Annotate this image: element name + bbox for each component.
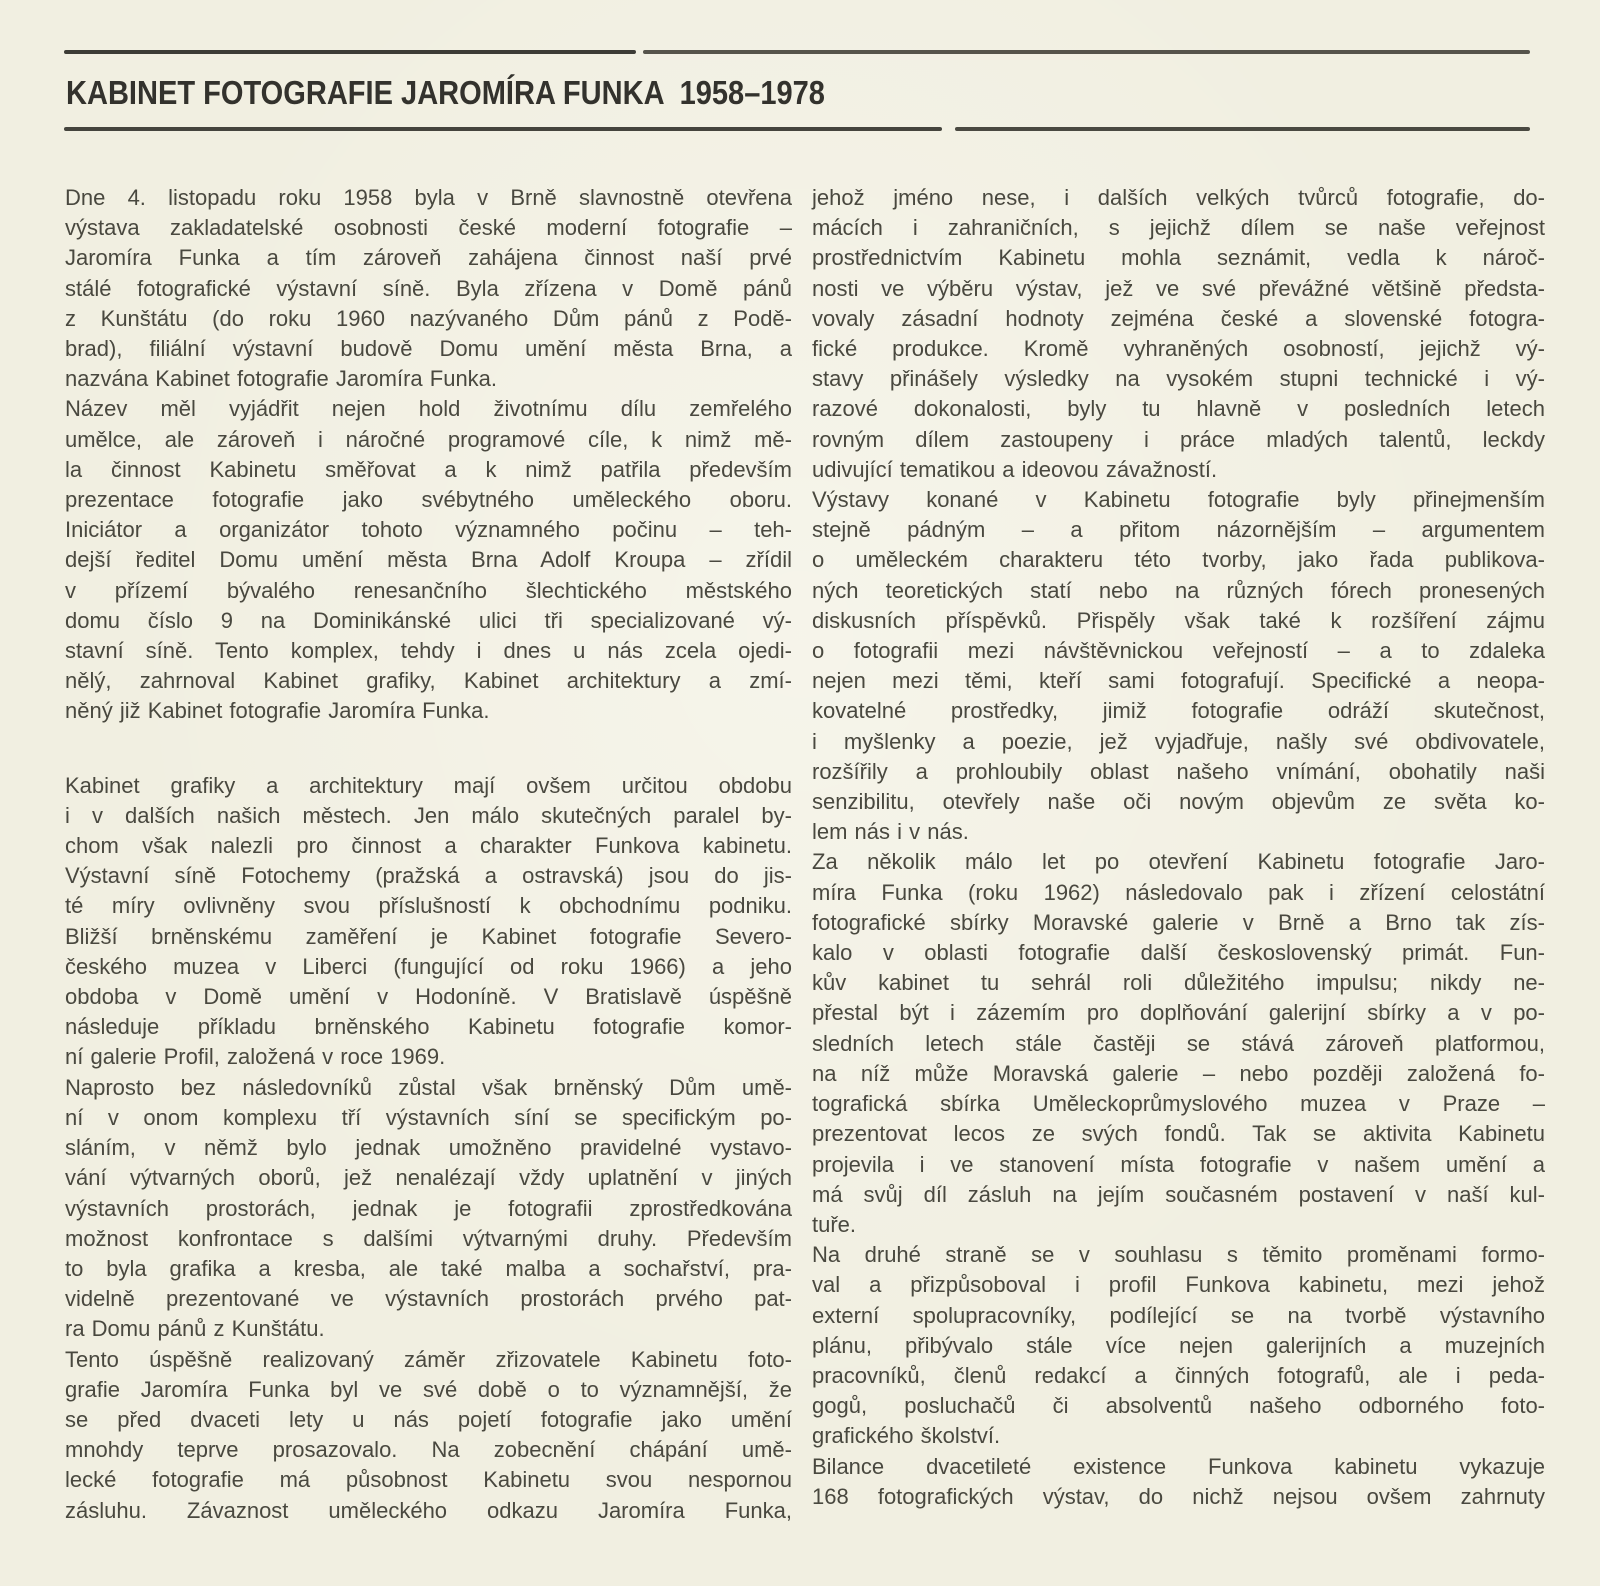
text-line: Naprosto bez následovníků zůstal však brněnský Dům umě- [65, 1074, 792, 1100]
text-line: Tento úspěšně realizovaný záměr zřizovatele Kabinetu foto- [65, 1346, 792, 1372]
text-line: míra Funka (roku 1962) následovalo pak i zřízení celostátní [812, 879, 1545, 905]
text-line: Jaromíra Funka a tím zároveň zahájena činnost naší prvé [65, 245, 792, 271]
text-line: lecké fotografie má působnost Kabinetu svou nespornou [65, 1467, 792, 1493]
text-line: nělý, zahrnoval Kabinet grafiky, Kabinet architektury a zmí- [65, 668, 792, 694]
text-line: Iniciátor a organizátor tohoto významného počinu – teh- [65, 517, 792, 543]
text-line: o uměleckém charakteru této tvorby, jako řada publikova- [812, 547, 1545, 573]
text-line: Název měl vyjádřit nejen hold životnímu dílu zemřelého [65, 396, 792, 422]
text-line: i myšlenky a poezie, jež vyjadřuje, našly své obdivovatele, [812, 728, 1545, 754]
text-line: Kabinet grafiky a architektury mají ovšem určitou obdobu [65, 772, 792, 798]
text-line: na níž může Moravská galerie – nebo později založená fo- [812, 1060, 1545, 1086]
text-line: senzibilitu, otevřely naše oči novým objevům ze světa ko- [812, 789, 1545, 815]
text-line: rovným dílem zastoupeny i práce mladých talentů, leckdy [812, 426, 1545, 452]
text-line: Výstavy konané v Kabinetu fotografie byly přinejmenším [812, 487, 1545, 513]
text-line: sledních letech stále častěji se stává zároveň platformou, [812, 1030, 1545, 1056]
text-line: tografická sbírka Uměleckoprůmyslového muzea v Praze – [812, 1091, 1545, 1117]
text-line: grafického školství. [812, 1423, 1001, 1449]
text-line: grafie Jaromíra Funka byl ve své době o to významnější, že [65, 1376, 792, 1402]
text-line: té míry ovlivněny svou příslušností k obchodnímu podniku. [65, 893, 792, 919]
text-line: možnost konfrontace s dalšími výtvarnými druhy. Především [65, 1225, 792, 1251]
paragraph [812, 485, 1545, 847]
paragraph [812, 847, 1545, 1240]
text-line: brad), filiální výstavní budově Domu umění města Brna, a [65, 336, 792, 362]
text-line: Bilance dvacetileté existence Funkova kabinetu vykazuje [812, 1453, 1545, 1479]
text-line: razové dokonalosti, byly tu hlavně v posledních letech [812, 396, 1545, 422]
text-line: se před dvaceti lety u nás pojetí fotografie jako umění [65, 1406, 792, 1432]
text-line: Na druhé straně se v souhlasu s těmito proměnami formo- [812, 1242, 1545, 1268]
right-column [812, 183, 1545, 1512]
text-line: ra Domu pánů z Kunštátu. [65, 1316, 325, 1342]
text-line: stálé fotografické výstavní síně. Byla zřízena v Domě pánů [65, 275, 792, 301]
text-line: plánu, přibývalo stále více nejen galerijních a muzejních [812, 1332, 1545, 1358]
text-line: Bližší brněnskému zaměření je Kabinet fotografie Severo- [65, 923, 792, 949]
text-line: projevila i ve stanovení místa fotografie v našem umění a [812, 1151, 1545, 1177]
page-title: KABINET FOTOGRAFIE JAROMÍRA FUNKA 1958–1978 [66, 74, 825, 111]
text-line: zásluhu. Závaznost uměleckého odkazu Jaromíra Funka, [65, 1497, 792, 1523]
text-line: chom však nalezli pro činnost a charakter Funkova kabinetu. [65, 833, 792, 859]
text-line: ných teoretických statí nebo na různých fórech pronesených [812, 577, 1545, 603]
text-line: mnohdy teprve prosazovalo. Na zobecnění chápání umě- [65, 1437, 792, 1463]
text-line: nejen mezi těmi, kteří sami fotografují. Specifické a neopa- [812, 668, 1545, 694]
paragraph [65, 1073, 792, 1345]
text-line: nazvána Kabinet fotografie Jaromíra Funka. [65, 366, 498, 392]
text-line: externí spolupracovníky, podílející se na tvorbě výstavního [812, 1302, 1545, 1328]
text-line: val a přizpůsoboval i profil Funkova kabinetu, mezi jehož [812, 1272, 1545, 1298]
text-line: prezentovat lecos ze svých fondů. Tak se aktivita Kabinetu [812, 1121, 1545, 1147]
text-line: českého muzea v Liberci (fungující od roku 1966) a jeho [65, 953, 792, 979]
text-line: má svůj díl zásluh na jejím současném postavení v naší kul- [812, 1181, 1545, 1207]
text-line: kův kabinet tu sehrál roli důležitého impulsu; nikdy ne- [812, 970, 1545, 996]
paragraph [65, 1345, 792, 1526]
text-line: nosti ve výběru výstav, jež ve své převážné většině předsta- [812, 275, 1545, 301]
text-line: fotografické sbírky Moravské galerie v Brně a Brno tak zís- [812, 909, 1545, 935]
text-line: videlně prezentované ve výstavních prostorách prvého pat- [65, 1286, 792, 1312]
paragraph [812, 1452, 1545, 1512]
text-line: to byla grafika a kresba, ale také malba a sochařství, pra- [65, 1255, 792, 1281]
text-line: výstavních prostorách, jednak je fotografii zprostředkována [65, 1195, 792, 1221]
text-line: v přízemí bývalého renesančního šlechtického městského [65, 577, 792, 603]
text-line: lem nás i v nás. [812, 819, 969, 845]
text-line: pracovníků, členů redakcí a činných fotografů, ale i peda- [812, 1362, 1545, 1388]
text-line: rozšířily a prohloubily oblast našeho vnímání, obohatily naši [812, 758, 1545, 784]
text-line: dejší ředitel Domu umění města Brna Adolf Kroupa – zřídil [65, 547, 792, 573]
text-line: přestal být i zázemím pro doplňování galerijní sbírky a v po- [812, 1000, 1545, 1026]
text-line: mácích i zahraničních, s jejichž dílem se naše veřejnost [812, 215, 1545, 241]
text-line: i v dalších našich městech. Jen málo skutečných paralel by- [65, 802, 792, 828]
text-line: vání výtvarných oborů, jež nenalézají vždy uplatnění v jiných [65, 1165, 792, 1191]
text-line: z Kunštátu (do roku 1960 nazývaného Dům pánů z Podě- [65, 305, 792, 331]
text-line: kalo v oblasti fotografie další československý primát. Fun- [812, 940, 1545, 966]
text-line: la činnost Kabinetu směřovat a k nimž patřila především [65, 456, 792, 482]
text-line: fické produkce. Kromě vyhraněných osobností, jejichž vý- [812, 336, 1545, 362]
text-line: stavy přinášely výsledky na vysokém stupni technické i vý- [812, 366, 1545, 392]
text-line: tuře. [812, 1211, 857, 1237]
text-line: ní galerie Profil, založená v roce 1969. [65, 1044, 446, 1070]
text-line: následuje příkladu brněnského Kabinetu fotografie komor- [65, 1014, 792, 1040]
text-line: něný již Kabinet fotografie Jaromíra Funka. [65, 698, 490, 724]
text-line: sláním, v němž bylo jednak umožněno pravidelné vystavo- [65, 1135, 792, 1161]
text-line: jehož jméno nese, i dalších velkých tvůrců fotografie, do- [812, 185, 1545, 210]
left-column [65, 183, 792, 1526]
text-line: diskusních příspěvků. Přispěly však také k rozšíření zájmu [812, 607, 1545, 633]
rule-segment [955, 127, 1530, 131]
text-line: o fotografii mezi návštěvnickou veřejností – a to zdaleka [812, 638, 1545, 664]
horizontal-rule-top [64, 50, 1530, 54]
text-line: Výstavní síně Fotochemy (pražská a ostravská) jsou do jis- [65, 863, 792, 889]
text-line: vovaly zásadní hodnoty zejména české a slovenské fotogra- [812, 305, 1545, 331]
text-line: gogů, posluchačů či absolventů našeho odborného foto- [812, 1393, 1545, 1419]
text-line: výstava zakladatelské osobnosti české moderní fotografie – [65, 215, 792, 241]
text-line: prostřednictvím Kabinetu mohla seznámit, vedla k nároč- [812, 245, 1545, 271]
horizontal-rule-under-title [64, 127, 1530, 131]
text-line: Za několik málo let po otevření Kabinetu fotografie Jaro- [812, 849, 1545, 875]
rule-segment [64, 127, 942, 131]
paragraph [812, 1240, 1545, 1451]
text-line: domu číslo 9 na Dominikánské ulici tři specializované vý- [65, 607, 792, 633]
text-line: kovatelné prostředky, jimiž fotografie odráží skutečnost, [812, 698, 1545, 724]
text-line: 168 fotografických výstav, do nichž nejsou ovšem zahrnuty [812, 1483, 1545, 1509]
text-line: obdoba v Domě umění v Hodoníně. V Bratislavě úspěšně [65, 984, 792, 1010]
text-line: umělce, ale zároveň i náročné programové cíle, k nimž mě- [65, 426, 792, 452]
text-line: stejně pádným – a přitom názornějším – argumentem [812, 517, 1545, 543]
text-line: ní v onom komplexu tří výstavních síní se specifickým po- [65, 1104, 792, 1130]
text-line: stavní síně. Tento komplex, tehdy i dnes u nás zcela ojedi- [65, 638, 792, 664]
text-line: udivující tematikou a ideovou závažností. [812, 456, 1218, 482]
text-line: prezentace fotografie jako svébytného uměleckého oboru. [65, 487, 792, 513]
text-line: Dne 4. listopadu roku 1958 byla v Brně slavnostně otevřena [65, 185, 792, 210]
paragraph [65, 183, 792, 394]
rule-segment [64, 50, 636, 54]
paragraph [65, 771, 792, 1073]
rule-segment [643, 50, 1530, 54]
paragraph [812, 183, 1545, 485]
paragraph [65, 394, 792, 726]
